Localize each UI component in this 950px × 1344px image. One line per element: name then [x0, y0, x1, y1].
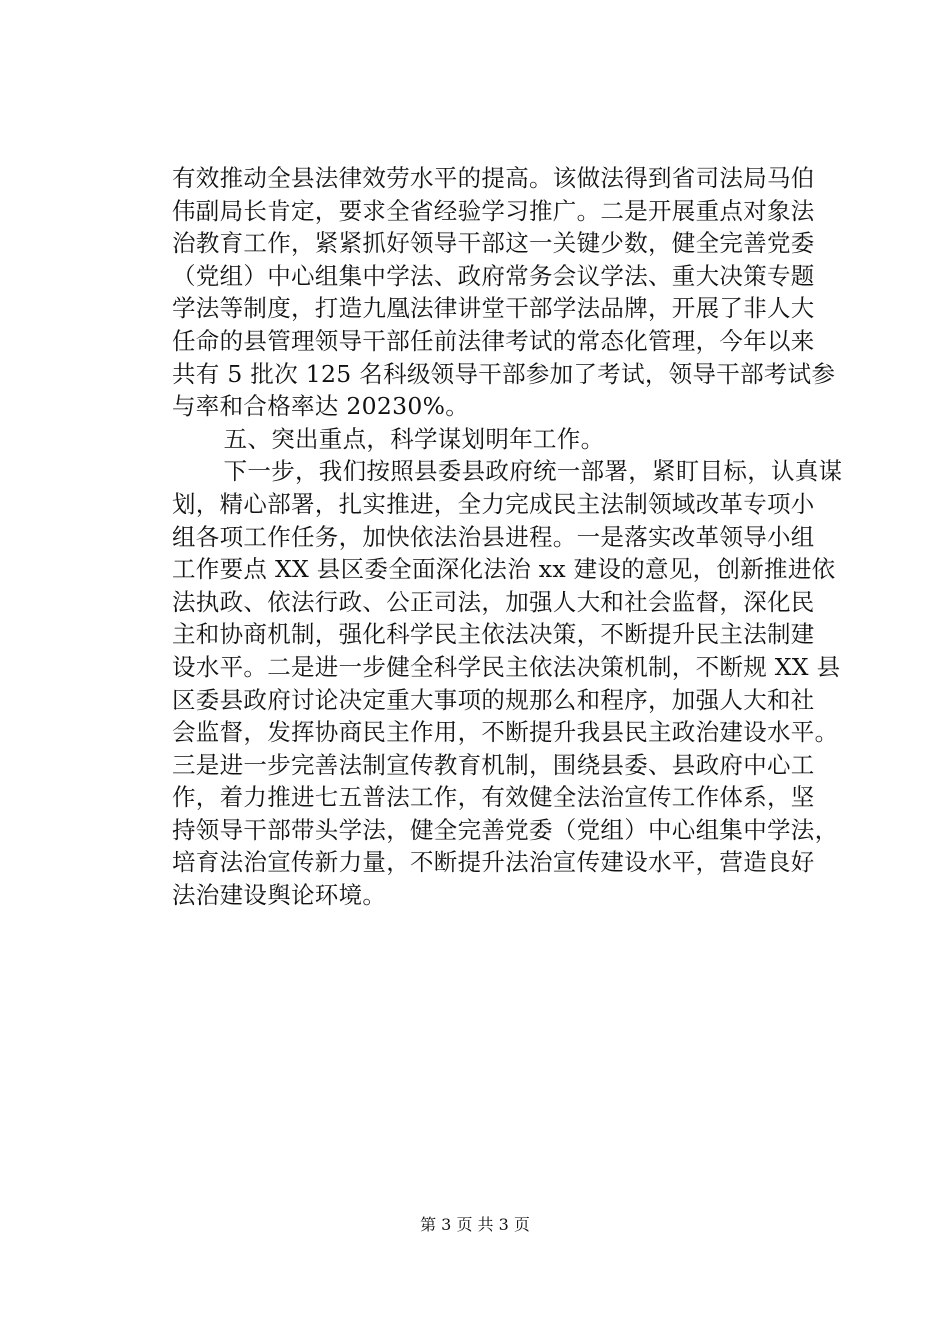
- body-text: [172, 162, 843, 912]
- text-line: （党组）中心组集中学法、政府常务会议学法、重大决策专题: [172, 261, 815, 290]
- text-line: 培育法治宣传新力量，不断提升法治宣传建设水平，营造良好: [172, 848, 815, 877]
- text-line: 持领导干部带头学法，健全完善党委（党组）中心组集中学法，: [172, 815, 839, 844]
- text-line: 作，着力推进七五普法工作，有效健全法治宣传工作体系，坚: [172, 783, 815, 812]
- text-line: 下一步，我们按照县委县政府统一部署，紧盯目标，认真谋: [176, 457, 843, 486]
- text-line: 治教育工作，紧紧抓好领导干部这一关键少数，健全完善党委: [172, 229, 815, 258]
- text-line: 法治建设舆论环境。: [172, 881, 387, 910]
- text-line: 主和协商机制，强化科学民主依法决策，不断提升民主法制建: [172, 620, 815, 649]
- text-line: 设水平。二是进一步健全科学民主依法决策机制，不断规 XX 县: [172, 652, 841, 681]
- text-line: 学法等制度，打造九凰法律讲堂干部学法品牌，开展了非人大: [172, 294, 815, 323]
- text-line: 伟副局长肯定，要求全省经验学习推广。二是开展重点对象法: [172, 196, 815, 225]
- text-line: 与率和合格率达 20230%。: [172, 392, 470, 421]
- text-line: 划，精心部署，扎实推进，全力完成民主法制领域改革专项小: [172, 489, 815, 518]
- text-line: 区委县政府讨论决定重大事项的规那么和程序，加强人大和社: [172, 685, 815, 714]
- section-heading: 五、突出重点，科学谋划明年工作。: [176, 424, 605, 453]
- text-line: 会监督，发挥协商民主作用，不断提升我县民主政治建设水平。: [172, 718, 839, 747]
- text-line: 工作要点 XX 县区委全面深化法治 xx 建设的意见，创新推进依: [172, 555, 836, 584]
- text-line: 法执政、依法行政、公正司法，加强人大和社会监督，深化民: [172, 587, 815, 616]
- text-line: 有效推动全县法律效劳水平的提高。该做法得到省司法局马伯: [172, 164, 815, 192]
- text-line: 三是进一步完善法制宣传教育机制，围绕县委、县政府中心工: [172, 750, 815, 779]
- page-number-footer: 第 3 页 共 3 页: [420, 1215, 530, 1234]
- text-line: 任命的县管理领导干部任前法律考试的常态化管理，今年以来: [172, 326, 815, 355]
- text-line: 共有 5 批次 125 名科级领导干部参加了考试，领导干部考试参: [172, 359, 836, 388]
- text-line: 组各项工作任务，加快依法治县进程。一是落实改革领导小组: [172, 522, 815, 551]
